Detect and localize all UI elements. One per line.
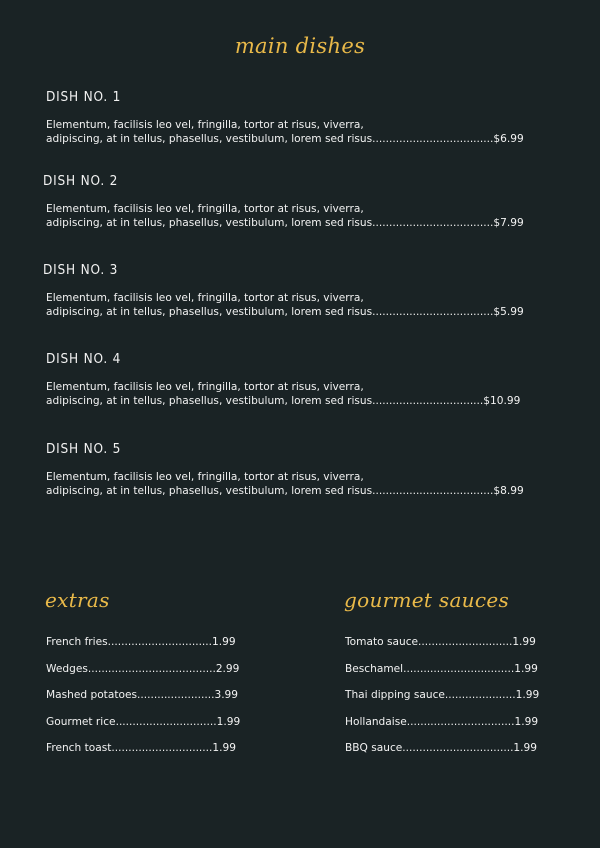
list-item: Tomato sauce............................1.99 bbox=[345, 636, 536, 648]
list-item: Wedges......................................2.99 bbox=[46, 662, 240, 675]
list-item: Beschamel.................................1.99 bbox=[345, 662, 538, 675]
list-item: BBQ sauce.................................1.99 bbox=[345, 742, 538, 755]
list-item: Mashed potatoes.......................3.99 bbox=[46, 689, 239, 702]
list-item: French toast..............................1.99 bbox=[46, 742, 236, 755]
dish-name: DISH NO. 4 bbox=[46, 351, 122, 367]
dish-description-price-line: adipiscing, at in tellus, phasellus, vestibulum, lorem sed risus....................................$8.99 bbox=[46, 485, 524, 497]
dish-description bbox=[46, 291, 524, 319]
dish-description bbox=[46, 380, 520, 408]
dish-name: DISH NO. 5 bbox=[46, 441, 122, 457]
dish-description-price-line: adipiscing, at in tellus, phasellus, vestibulum, lorem sed risus....................................$5.99 bbox=[46, 306, 524, 318]
list-item: Gourmet rice..............................1.99 bbox=[46, 715, 241, 728]
list-item: French fries...............................1.99 bbox=[46, 636, 236, 648]
dish-description bbox=[46, 118, 524, 146]
dish-name: DISH NO. 1 bbox=[46, 89, 122, 105]
dish-description-price-line: adipiscing, at in tellus, phasellus, vestibulum, lorem sed risus....................................$6.99 bbox=[46, 133, 524, 145]
dish-item bbox=[43, 262, 524, 319]
dish-name: DISH NO. 3 bbox=[43, 262, 119, 278]
dish-description-line: Elementum, facilisis leo vel, fringilla, tortor at risus, viverra, bbox=[46, 471, 364, 483]
dish-item bbox=[46, 441, 524, 498]
extras-title: extras bbox=[45, 588, 110, 612]
dish-item bbox=[46, 89, 524, 146]
dish-description-line: Elementum, facilisis leo vel, fringilla, tortor at risus, viverra, bbox=[46, 203, 364, 215]
dish-description-price-line: adipiscing, at in tellus, phasellus, vestibulum, lorem sed risus....................................$7.99 bbox=[46, 217, 524, 229]
dish-item bbox=[43, 173, 524, 230]
sauces-list bbox=[345, 635, 539, 768]
dish-item bbox=[46, 351, 520, 408]
dish-description bbox=[46, 470, 524, 498]
list-item: Thai dipping sauce.....................1.99 bbox=[345, 689, 540, 702]
list-item: Hollandaise................................1.99 bbox=[345, 715, 539, 728]
dish-description bbox=[46, 202, 524, 230]
dish-description-line: Elementum, facilisis leo vel, fringilla, tortor at risus, viverra, bbox=[46, 381, 364, 393]
dish-description-line: Elementum, facilisis leo vel, fringilla, tortor at risus, viverra, bbox=[46, 119, 364, 131]
extras-list bbox=[46, 635, 240, 768]
sauces-title: gourmet sauces bbox=[344, 588, 510, 612]
dish-description-line: Elementum, facilisis leo vel, fringilla, tortor at risus, viverra, bbox=[46, 292, 364, 304]
dish-name: DISH NO. 2 bbox=[43, 173, 119, 189]
dish-description-price-line: adipiscing, at in tellus, phasellus, vestibulum, lorem sed risus.................................$10.99 bbox=[46, 395, 521, 407]
menu-title: main dishes bbox=[234, 34, 366, 58]
